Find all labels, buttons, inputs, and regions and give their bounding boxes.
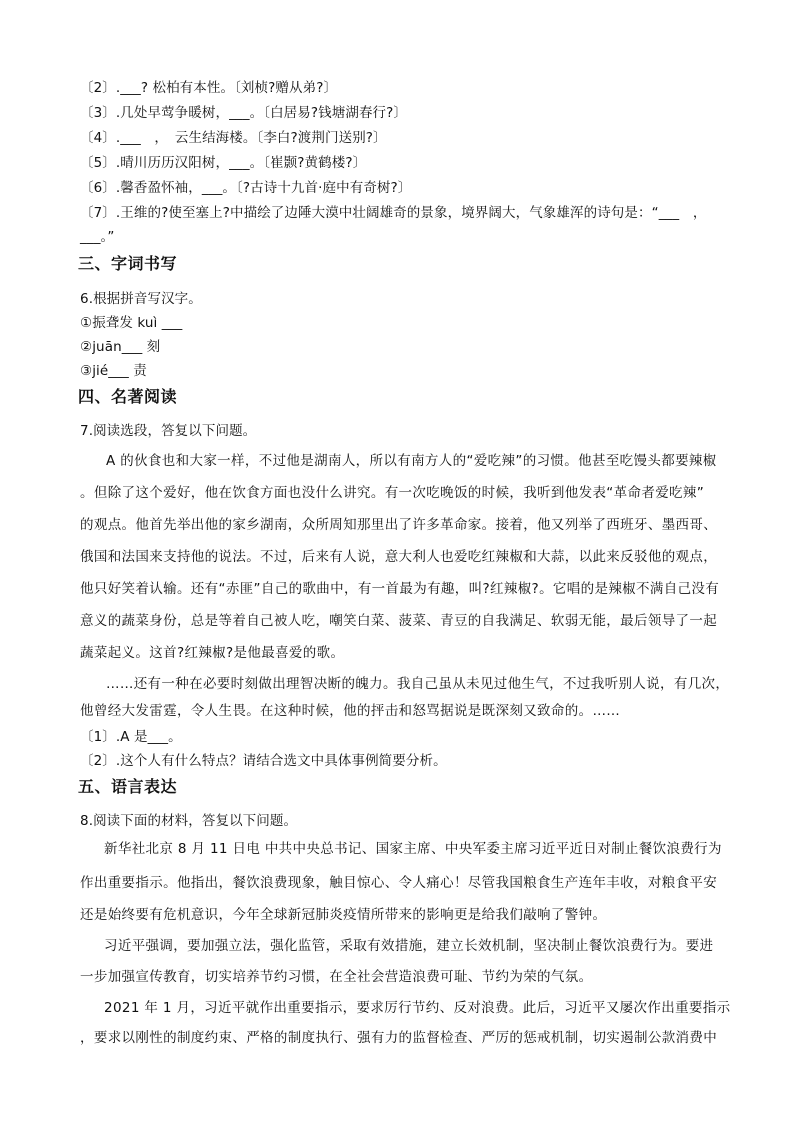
poetry-item-2: 〔2〕.___? 松柏有本性。〔刘桢?赠从弟?〕	[80, 80, 338, 96]
passage-line: 他曾经大发雷霆，令人生畏。在这种时候，他的抨击和怒骂据说是既深刻又致命的。……	[80, 703, 621, 719]
passage-line: 习近平强调，要加强立法，强化监管，采取有效措施，建立长效机制，坚决制止餐饮浪费行为。要进	[104, 938, 714, 954]
section-title-3: 三、字词书写	[78, 254, 178, 273]
poetry-item-3: 〔3〕.几处早莺争暖树，___。〔白居易?钱塘湖春行?〕	[80, 105, 408, 121]
pinyin-item-3: ③jié___ 责	[80, 363, 147, 379]
passage-line: 意义的蔬菜身份，总是等着自己被人吃，嘲笑白菜、菠菜、青豆的自我满足、软弱无能，最后领导了一起	[80, 613, 718, 629]
passage-line: 俄国和法国来支持他的说法。不过，后来有人说，意大利人也爱吃红辣椒和大蒜，以此来反驳他的观点，	[80, 549, 718, 565]
question-8: 8.阅读下面的材料，答复以下问题。	[80, 813, 298, 829]
passage-line: ，要求以刚性的制度约束、严格的制度执行、强有力的监督检查、严厉的惩戒机制，切实遏制公款消费中	[80, 1030, 718, 1046]
passage-line: 蔬菜起义。这首?红辣椒?是他最喜爱的歌。	[80, 645, 345, 661]
sub-question-1: 〔1〕.A 是___。	[80, 729, 182, 745]
question-7: 7.阅读选段，答复以下问题。	[80, 423, 257, 439]
section-title-5: 五、语言表达	[78, 777, 178, 796]
passage-line: A 的伙食也和大家一样，不过他是湖南人，所以有南方人的“爱吃辣”的习惯。他甚至吃馒头都要辣椒	[106, 453, 717, 469]
poetry-item-4: 〔4〕.___ ， 云生结海楼。〔李白?渡荆门送别?〕	[80, 130, 387, 146]
poetry-item-7-cont: ___。”	[80, 229, 115, 245]
question-6: 6.根据拼音写汉字。	[80, 291, 202, 307]
passage-line: 还是始终要有危机意识，今年全球新冠肺炎疫情所带来的影响更是给我们敲响了警钟。	[80, 907, 607, 923]
sub-question-2: 〔2〕.这个人有什么特点？请结合选文中具体事例简要分析。	[80, 753, 447, 769]
passage-line: 新华社北京 8 月 11 日电 中共中央总书记、国家主席、中央军委主席习近平近日对制止餐饮浪费行为	[104, 841, 722, 857]
pinyin-item-2: ②juān___ 刻	[80, 339, 161, 355]
passage-line: 一步加强宣传教育，切实培养节约习惯，在全社会营造浪费可耻、节约为荣的气氛。	[80, 969, 593, 985]
poetry-item-7: 〔7〕.王维的?使至塞上?中描绘了边陲大漠中壮阔雄奇的景象，境界阔大，气象雄浑的诗句是：“___ ，	[80, 205, 707, 221]
passage-line: 他只好笑着认输。还有“赤匪”自己的歌曲中，有一首最为有趣，叫?红辣椒?。它唱的是辣椒不满自己没有	[80, 581, 720, 597]
section-title-4: 四、名著阅读	[78, 387, 178, 406]
passage-line: 的观点。他首先举出他的家乡湖南，众所周知那里出了许多革命家。接着，他又列举了西班牙、墨西哥、	[80, 517, 718, 533]
passage-line: 作出重要指示。他指出，餐饮浪费现象，触目惊心、令人痛心！尽管我国粮食生产连年丰收，对粮食平安	[80, 875, 718, 891]
passage-line: ……还有一种在必要时刻做出理智决断的魄力。我自己虽从未见过他生气，不过我听别人说，有几次，	[106, 676, 730, 692]
passage-line: 2021 年 1 月，习近平就作出重要指示，要求厉行节约、反对浪费。此后，习近平又屡次作出重要指示	[104, 1000, 731, 1016]
passage-line: 。但除了这个爱好，他在饮食方面也没什么讲究。有一次吃晚饭的时候，我听到他发表“革命者爱吃辣”	[80, 485, 705, 501]
poetry-item-5: 〔5〕.晴川历历汉阳树，___。〔崔颢?黄鹤楼?〕	[80, 155, 367, 171]
poetry-item-6: 〔6〕.馨香盈怀袖，___。〔?古诗十九首·庭中有奇树?〕	[80, 180, 412, 196]
pinyin-item-1: ①振聋发 kuì ___	[80, 315, 183, 331]
